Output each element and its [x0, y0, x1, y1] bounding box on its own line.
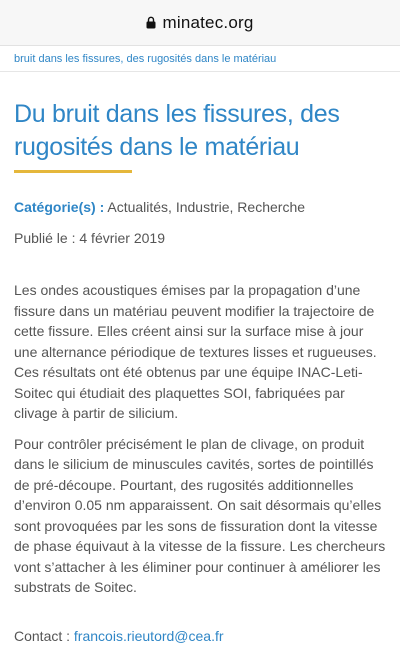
- lock-icon: [146, 16, 156, 29]
- published-date: 4 février 2019: [79, 230, 165, 246]
- published-label: Publié le :: [14, 230, 76, 246]
- article-contact: [14, 626, 386, 646]
- article-paragraph: Pour contrôler précisément le plan de clivage, on produit dans le silicium de minuscules cavités, sortes de pointillés de pré-découpe. Pourtant, des rugosités additionnelles d’environ 0.05 nm apparaissent. On sait désormais qu’elles sont provoquées par les sons de fissuration dont la vitesse de phase équivaut à la vitesse de la fissure. Les chercheurs vont s’attacher à les éliminer pour continuer à améliorer les substrats de Soitec.: [14, 435, 386, 595]
- page-title: Du bruit dans les fissures, des rugosités dans le matériau: [14, 100, 340, 161]
- url-host: minatec.org: [162, 12, 254, 32]
- article-categories: [14, 197, 386, 217]
- category-values: Actualités, Industrie, Recherche: [107, 199, 306, 215]
- article-paragraph: Les ondes acoustiques émises par la propagation d’une fissure dans un matériau peuvent modifier la trajectoire de cette fissure. Elles créent ainsi sur la surface mise à jour une alternance périodique de textures lisses et rugueuses. Ces résultats ont été obtenus par une équipe INAC-Leti-Soitec qui étudiait des plaquettes SOI, fabriquées par clivage à partir de silicium.: [14, 282, 377, 421]
- contact-label: Contact :: [14, 627, 71, 644]
- category-label: Catégorie(s) :: [14, 199, 105, 215]
- breadcrumb-link[interactable]: bruit dans les fissures, des rugosités dans le matériau: [14, 52, 277, 65]
- article-date: [14, 228, 386, 248]
- title-underline: [14, 170, 132, 173]
- browser-url-bar[interactable]: [0, 0, 400, 46]
- article: [0, 98, 400, 646]
- breadcrumb: [0, 46, 400, 72]
- contact-email-link[interactable]: francois.rieutord@cea.fr: [73, 627, 224, 644]
- article-body: [14, 280, 386, 598]
